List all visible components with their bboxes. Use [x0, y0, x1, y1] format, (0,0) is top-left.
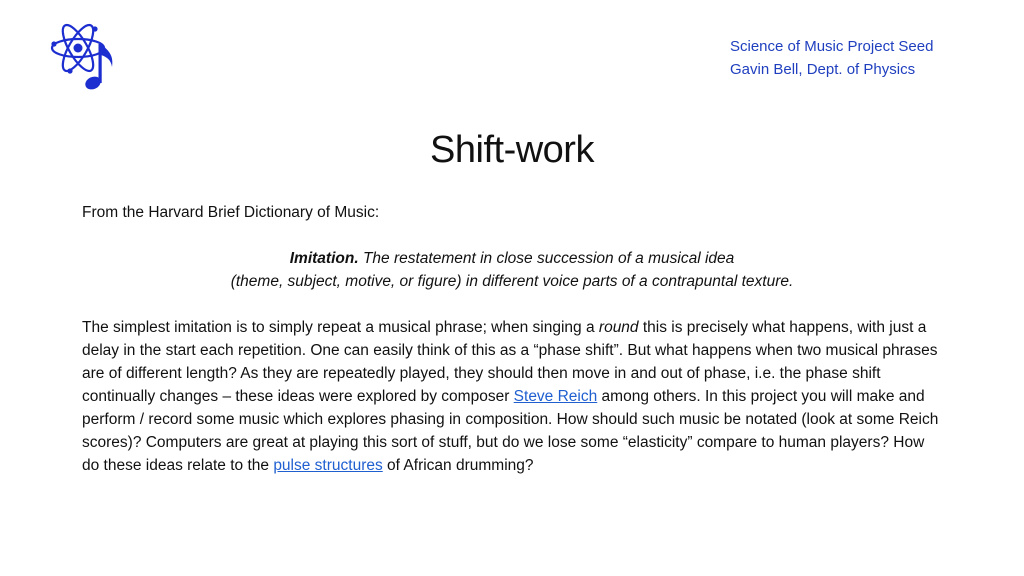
body-part-4: of African drumming? — [382, 457, 534, 474]
page-title: Shift-work — [430, 129, 594, 171]
atom-music-note-icon — [48, 22, 120, 94]
pulse-structures-link[interactable]: pulse structures — [273, 457, 383, 474]
body-part-1: The simplest imitation is to simply repeat a musical phrase; when singing a — [82, 319, 599, 336]
quote-term: Imitation. — [289, 250, 359, 267]
body-part-2: this is precisely what happens, with just a delay in the start each repetition. One can easily think of this as a “phase shift”. But what happens when two musical phrases are of different length? As they are repeatedly played, they should then move in and out of phase, i.e. the phase shift continually changes – these ideas were explored by composer — [82, 319, 938, 405]
quote-line-2: (theme, subject, motive, or figure) in different voice parts of a contrapuntal texture. — [230, 273, 794, 290]
definition-quote — [82, 247, 942, 293]
body-part-3: among others. In this project you will make and perform / record some music which explores phasing in composition. How should such music be notated (look at some Reich scores)? Computers are great at playing this sort of stuff, but do we lose some “elasticity” compare to human players? How do these ideas relate to the — [82, 388, 939, 474]
intro-text: From the Harvard Brief Dictionary of Music: — [82, 204, 380, 221]
project-name: Science of Music Project Seed — [730, 38, 934, 55]
author-name: Gavin Bell, Dept. of Physics — [730, 61, 916, 78]
round-word: round — [598, 319, 639, 336]
quote-line-1 — [82, 247, 942, 270]
header-info — [730, 35, 933, 81]
quote-line-1-text: The restatement in close succession of a musical idea — [362, 250, 735, 267]
body-paragraph — [82, 316, 942, 477]
steve-reich-link[interactable]: Steve Reich — [513, 388, 598, 405]
